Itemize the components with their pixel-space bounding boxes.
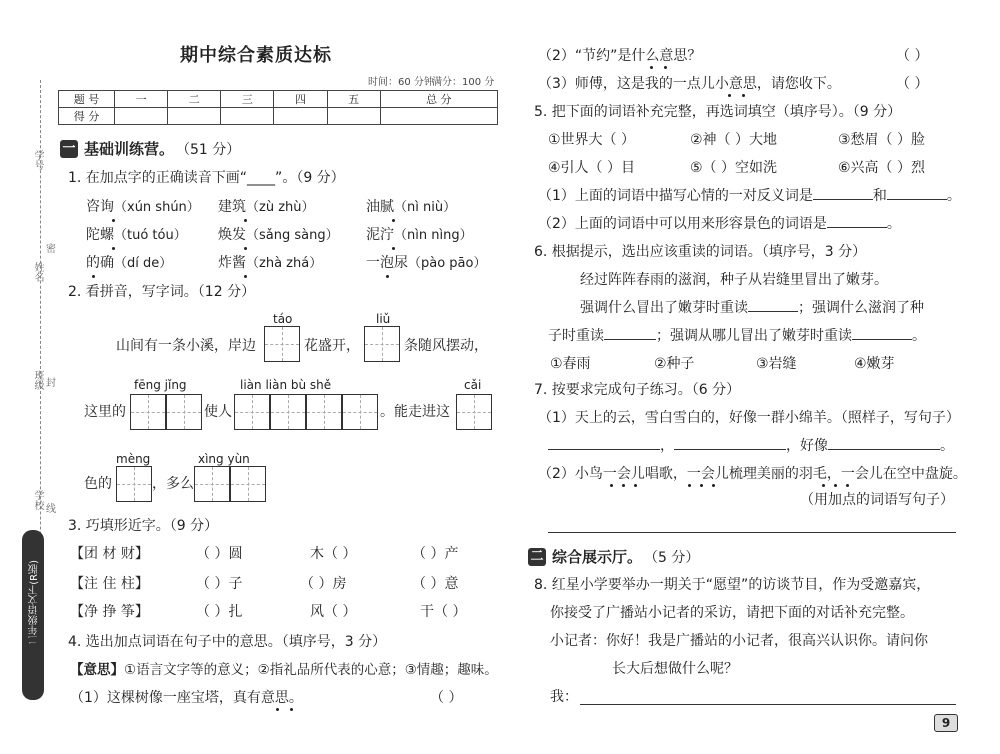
q2-pinyin-fengjing: fēng jǐng	[134, 378, 187, 392]
q1-item-5: 焕发（sǎng sàng）	[218, 227, 339, 243]
q5-word-1: ①世界大（ ）	[548, 132, 636, 148]
q6-option-3: ③岩缝	[756, 356, 797, 372]
score-header-total: 总 分	[380, 91, 497, 108]
side-label-xingming: 姓名	[32, 262, 43, 282]
side-label-mi: 密	[46, 244, 56, 255]
q3-blank-3b: 风（ ）	[310, 604, 357, 620]
q7-requirement: （用加点的词语写句子）	[800, 492, 954, 508]
emphasis-dot	[650, 66, 653, 69]
q5-word-3: ③愁眉（ ）脸	[838, 132, 926, 148]
score-cell[interactable]	[380, 108, 497, 125]
q1-item-8: 炸酱（zhà zhá）	[218, 255, 323, 271]
q7-stem: 7. 按要求完成句子练习。（6 分）	[534, 382, 741, 398]
section2-tag: 二	[528, 548, 546, 566]
q1-item-7: 的确（dí de）	[86, 255, 173, 271]
q2-line2-c: 。能走进这	[380, 404, 450, 420]
section2-title: 综合展示厅。	[552, 548, 643, 566]
write-box-lian-1[interactable]	[234, 394, 270, 430]
q2-pinyin-lianlianbushe: liàn liàn bù shě	[240, 378, 332, 392]
emphasis-dot	[386, 275, 389, 278]
answer-line[interactable]	[813, 186, 873, 200]
q2-pinyin-tao: táo	[273, 312, 293, 326]
q3-blank-2c: （ ）意	[412, 576, 459, 592]
score-header-3: 三	[221, 91, 274, 108]
emphasis-dot	[244, 219, 247, 222]
side-label-feng: 封	[46, 378, 56, 389]
q1-stem: 1. 在加点字的正确读音下画“____”。（9 分）	[68, 170, 345, 186]
q4-stem: 4. 选出加点词语在句子中的意思。（填序号，3 分）	[68, 634, 387, 650]
q7-sentence-1: （1）天上的云，雪白雪白的，好像一群小绵羊。（照样子，写句子）	[538, 410, 960, 426]
emphasis-dot	[290, 708, 293, 711]
q2-line2-b: 使人	[204, 404, 232, 420]
emphasis-dot	[622, 484, 625, 487]
q5-sub-2: （2）上面的词语中可以用来形容景色的词语是 。	[538, 216, 901, 232]
emphasis-dot	[846, 484, 849, 487]
emphasis-dot	[392, 247, 395, 250]
answer-line[interactable]	[887, 186, 947, 200]
q6-line-1: 强调什么冒出了嫩芽时重读 ；强调什么滋润了种	[580, 300, 924, 316]
q1-item-3: 油腻（nì niù）	[366, 199, 457, 215]
book-tag-label: 二年级语文下(R版)	[29, 560, 40, 645]
emphasis-dot	[634, 484, 637, 487]
q2-line3-a: 色的	[84, 476, 112, 492]
q1-item-9: 一泡尿（pào pāo）	[366, 255, 487, 271]
q3-stem: 3. 巧填形近字。（9 分）	[68, 518, 219, 534]
q8-stem-2: 你接受了广播站小记者的采访，请把下面的对话补充完整。	[550, 605, 914, 621]
score-cell[interactable]	[168, 108, 221, 125]
full-score-info: 满分：100 分	[432, 77, 495, 88]
emphasis-dot	[742, 94, 745, 97]
q5-word-2: ②神（ ）大地	[690, 132, 778, 148]
emphasis-dot	[664, 66, 667, 69]
emphasis-dot	[610, 484, 613, 487]
write-box-liu[interactable]	[364, 326, 400, 362]
q2-pinyin-xingyun: xìng yùn	[198, 452, 250, 466]
q4-blank-2[interactable]: （ ）	[896, 48, 929, 64]
q6-line-2: 子时重读 ；强调从哪儿冒出了嫩芽时重读 。	[548, 328, 926, 344]
q8-stem-1: 8. 红星小学要举办一期关于“愿望”的访谈节目，作为受邀嘉宾，	[534, 577, 931, 593]
emphasis-dot	[392, 219, 395, 222]
q3-blank-1a: （ ）圆	[196, 546, 243, 562]
side-label-xuehao: 学号	[32, 150, 43, 170]
q5-sub-1: （1）上面的词语中描写心情的一对反义词是 和 。	[538, 188, 961, 204]
emphasis-dot	[700, 484, 703, 487]
book-tag	[22, 530, 44, 700]
page-number: 9	[934, 714, 958, 732]
write-box-she[interactable]	[342, 394, 378, 430]
answer-line[interactable]	[604, 326, 656, 340]
q4-sentence-1: （1）这棵树像一座宝塔，真有意思。	[70, 690, 303, 706]
q7-answer-line-2[interactable]	[548, 532, 956, 533]
q8-answer-line[interactable]	[580, 704, 956, 705]
emphasis-dot	[244, 247, 247, 250]
emphasis-dot	[112, 247, 115, 250]
side-label-banji: 班级	[32, 370, 43, 390]
q2-line1-c: 条随风摆动，	[404, 338, 488, 354]
q3-group-1: 【团 材 财】	[70, 546, 149, 562]
q7-answer-1: ， ，好像 。	[548, 436, 954, 456]
score-row-label: 得 分	[59, 108, 115, 125]
score-cell[interactable]	[274, 108, 327, 125]
time-info: 时间：60 分钟	[368, 77, 434, 88]
q7-sentence-2: （2）小鸟一会儿唱歌，一会儿梳理美丽的羽毛，一会儿在空中盘旋。	[538, 466, 967, 482]
q5-word-4: ④引人（ ）目	[548, 160, 636, 176]
q8-reporter-2: 长大后想做什么呢？	[612, 661, 738, 677]
q1-item-6: 泥泞（nìn nìng）	[366, 227, 473, 243]
q2-line3-b: ，多么	[152, 476, 194, 492]
q5-word-5: ⑤（ ）空如洗	[690, 160, 778, 176]
q3-blank-2a: （ ）子	[196, 576, 243, 592]
q1-item-4: 陀螺（tuó tóu）	[86, 227, 187, 243]
side-label-xian: 线	[46, 504, 56, 515]
q1-item-1: 咨询（xún shún）	[86, 199, 200, 215]
q4-definitions: 【意思】①语言文字等的意义；②指礼品所代表的心意；③情趣；趣味。	[70, 662, 498, 678]
write-box-fengjing-1[interactable]	[130, 394, 166, 430]
write-box-cai[interactable]	[456, 394, 492, 430]
q2-pinyin-meng: mèng	[116, 452, 151, 466]
q3-blank-3a: （ ）扎	[196, 604, 243, 620]
q6-option-1: ①春雨	[550, 356, 591, 372]
write-box-bu[interactable]	[306, 394, 342, 430]
emphasis-dot	[244, 275, 247, 278]
q6-option-4: ④嫩芽	[854, 356, 895, 372]
q4-sentence-3: （3）师傅，这是我的一点儿小意思，请您收下。	[538, 76, 841, 92]
score-header-tihao: 题 号	[59, 91, 115, 108]
section1-score: （51 分）	[176, 142, 241, 158]
answer-line[interactable]	[748, 298, 798, 312]
page-title: 期中综合素质达标	[180, 45, 332, 66]
write-box-fengjing-2[interactable]	[166, 394, 202, 430]
section1-tag: 一	[60, 140, 78, 158]
emphasis-dot	[276, 708, 279, 711]
score-header-2: 二	[168, 91, 221, 108]
q4-blank-1[interactable]: （ ）	[430, 690, 463, 706]
write-box-tao[interactable]	[264, 326, 300, 362]
q3-blank-2b: （ ）房	[300, 576, 347, 592]
q5-word-6: ⑥兴高（ ）烈	[838, 160, 926, 176]
q3-group-2: 【注 住 柱】	[70, 576, 149, 592]
side-label-xuexiao: 学校	[32, 490, 43, 510]
q4-blank-3[interactable]: （ ）	[896, 76, 929, 92]
score-header-1: 一	[115, 91, 168, 108]
score-table	[58, 90, 498, 125]
answer-line[interactable]	[827, 214, 887, 228]
q2-line1-a: 山间有一条小溪，岸边	[116, 338, 256, 354]
write-box-xing[interactable]	[194, 466, 230, 502]
answer-line[interactable]	[548, 436, 660, 450]
q5-stem: 5. 把下面的词语补充完整，再选词填空（填序号）。（9 分）	[534, 104, 902, 120]
emphasis-dot	[822, 484, 825, 487]
emphasis-dot	[834, 484, 837, 487]
write-box-lian-2[interactable]	[270, 394, 306, 430]
score-cell[interactable]	[115, 108, 168, 125]
section1-title: 基础训练营。	[84, 140, 175, 158]
q2-stem: 2. 看拼音，写字词。（12 分）	[68, 284, 256, 300]
answer-line[interactable]	[674, 436, 786, 450]
q3-blank-3c: 干（ ）	[420, 604, 467, 620]
emphasis-dot	[112, 219, 115, 222]
score-header-4: 四	[274, 91, 327, 108]
q1-item-2: 建筑（zù zhù）	[218, 199, 315, 215]
q4-sentence-2: （2）“节约”是什么意思？	[538, 48, 702, 64]
answer-line[interactable]	[852, 326, 912, 340]
q3-blank-1c: （ ）产	[412, 546, 459, 562]
q3-group-3: 【净 挣 筝】	[70, 604, 149, 620]
q2-line1-b: 花盛开，	[304, 338, 360, 354]
q2-pinyin-cai: cǎi	[464, 378, 482, 392]
write-box-yun[interactable]	[230, 466, 266, 502]
q2-pinyin-liu: liǔ	[376, 312, 391, 326]
write-box-meng[interactable]	[116, 466, 152, 502]
emphasis-dot	[688, 484, 691, 487]
section2-score: （5 分）	[644, 550, 700, 566]
score-cell[interactable]	[221, 108, 274, 125]
answer-line[interactable]	[828, 436, 940, 450]
emphasis-dot	[92, 275, 95, 278]
q3-blank-1b: 木（ ）	[310, 546, 357, 562]
q8-reporter-1: 小记者：你好！我是广播站的小记者，很高兴认识你。请问你	[550, 633, 928, 649]
score-cell[interactable]	[327, 108, 380, 125]
q8-me-label: 我：	[550, 689, 578, 705]
q2-line2-a: 这里的	[84, 404, 126, 420]
emphasis-dot	[728, 94, 731, 97]
q6-sentence: 经过阵阵春雨的滋润，种子从岩缝里冒出了嫩芽。	[580, 272, 888, 288]
q6-stem: 6. 根据提示，选出应该重读的词语。（填序号，3 分）	[534, 244, 867, 260]
emphasis-dot	[712, 484, 715, 487]
q6-option-2: ②种子	[654, 356, 695, 372]
score-header-5: 五	[327, 91, 380, 108]
